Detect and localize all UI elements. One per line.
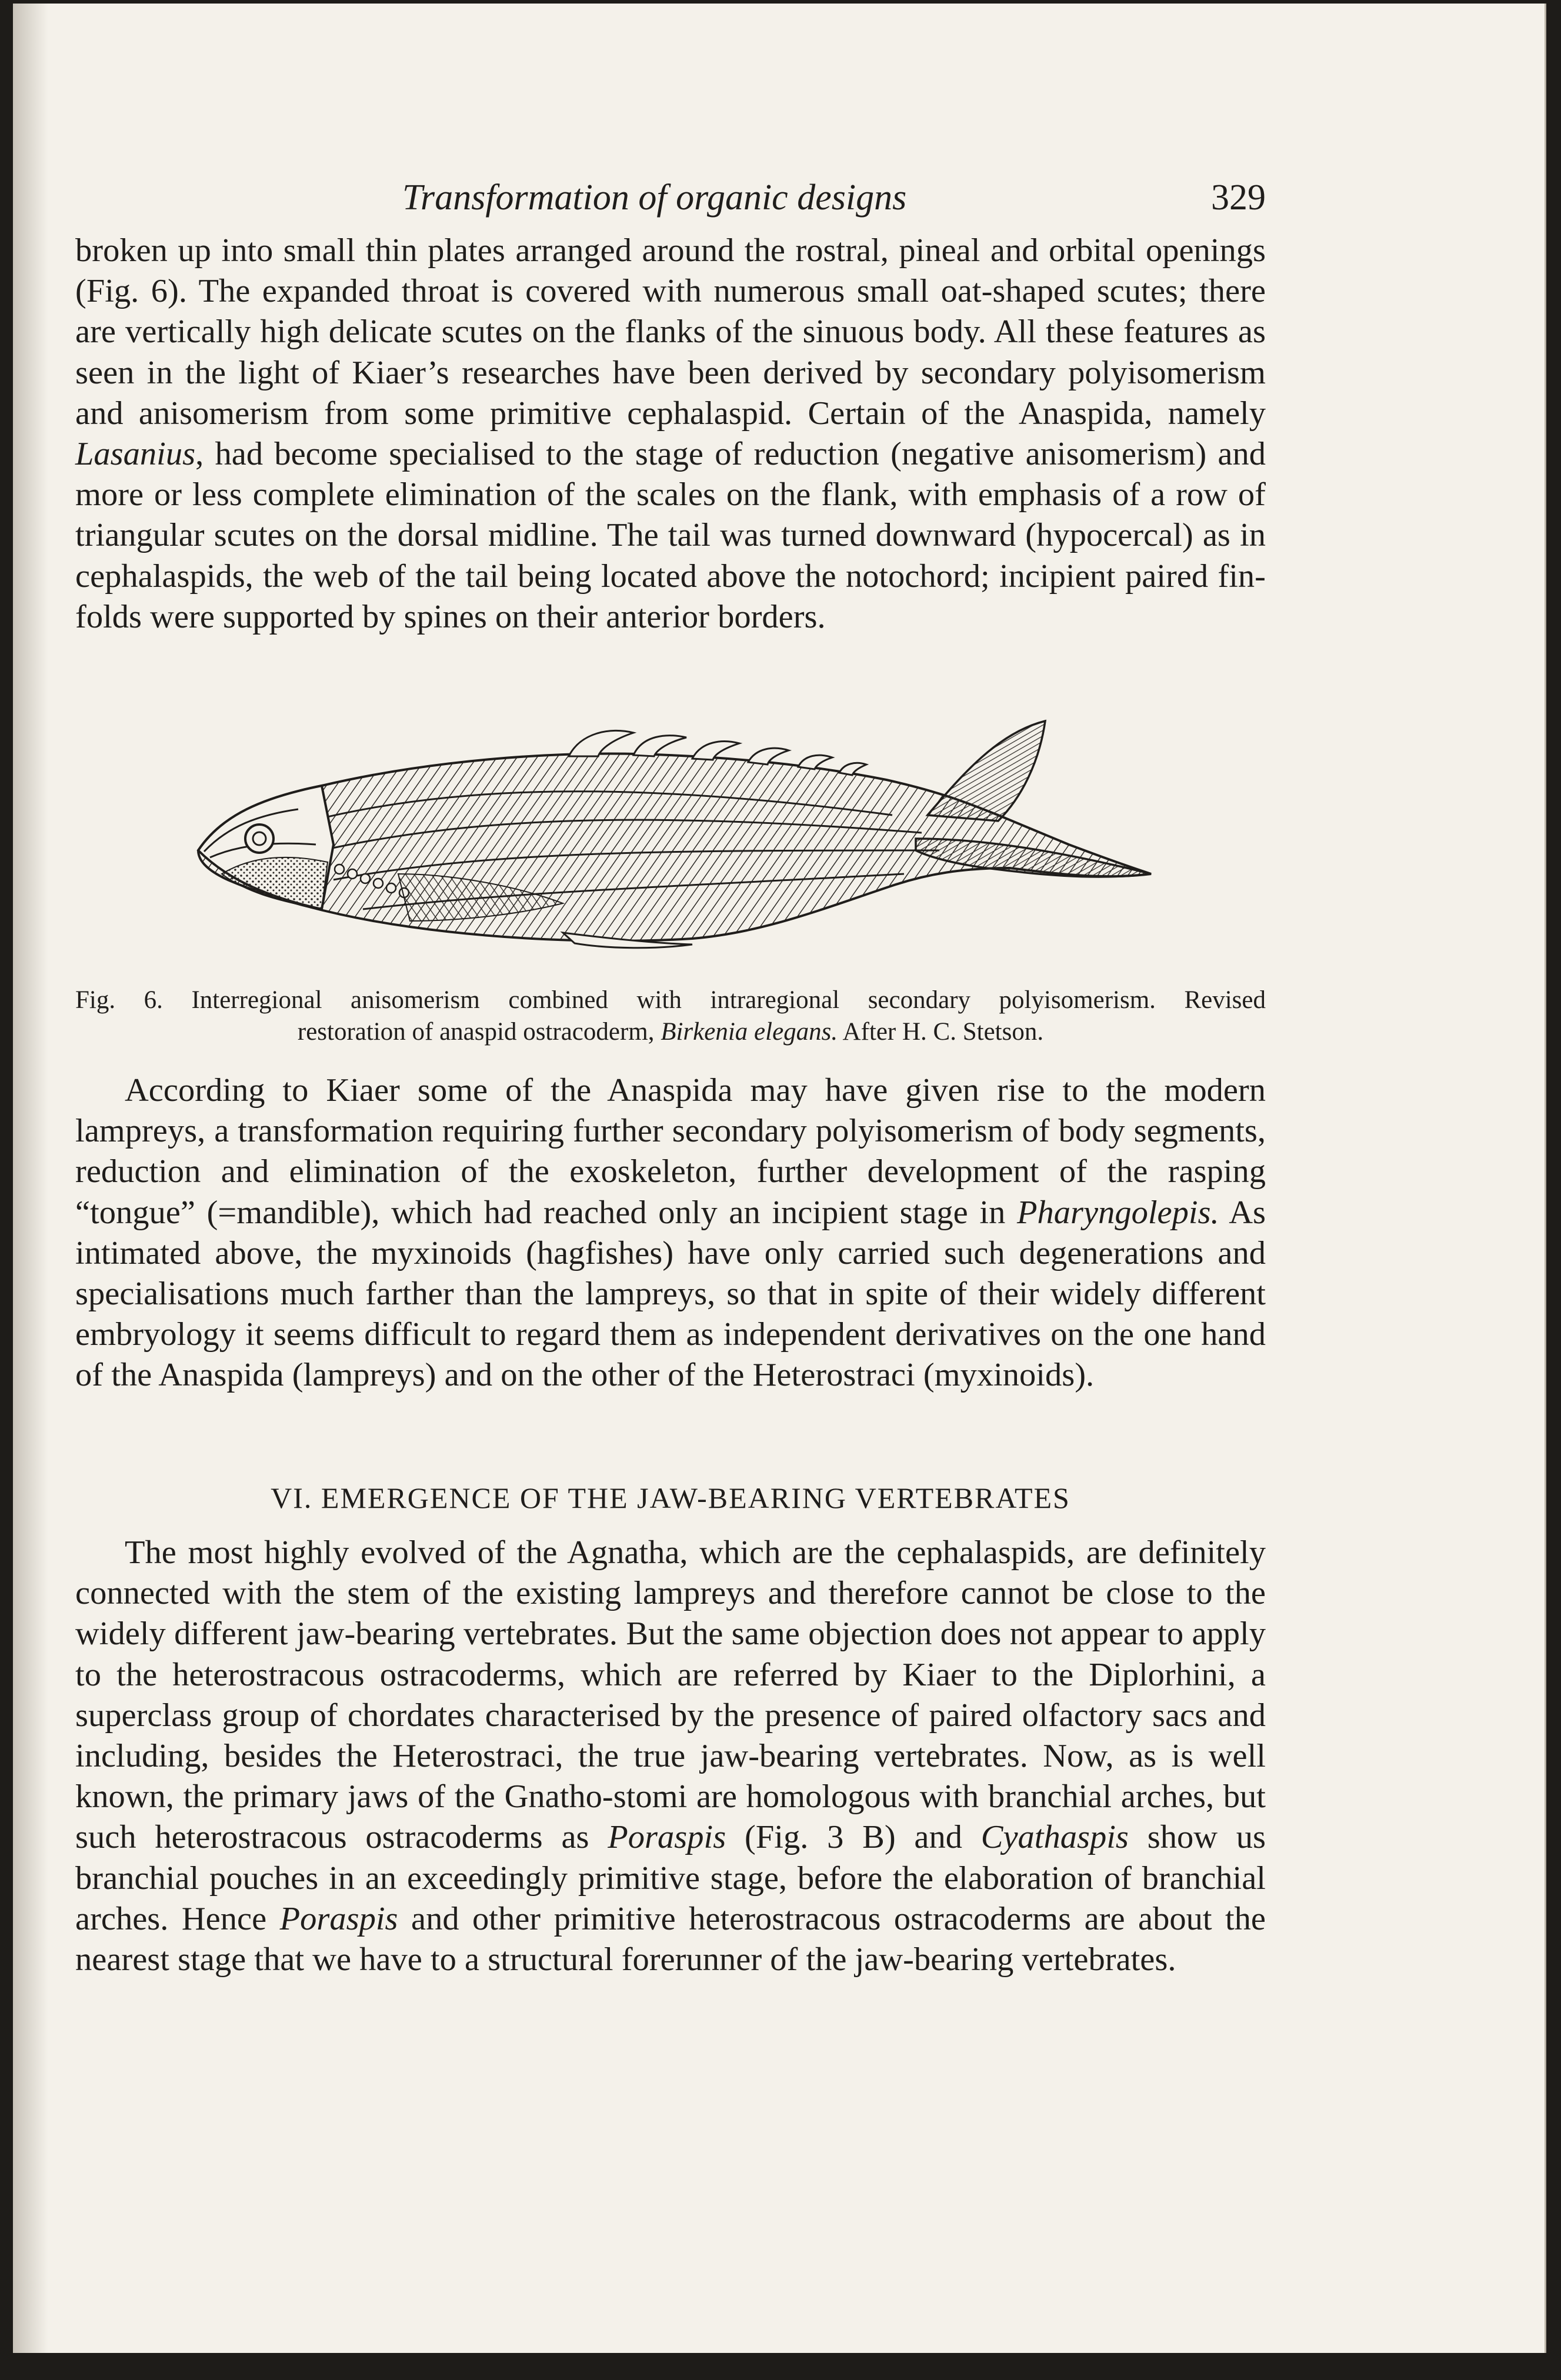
paragraph-3-italic-poraspis-2: Poraspis — [279, 1900, 398, 1937]
caption-text-a: restoration of anaspid ostracoderm, — [297, 1018, 661, 1046]
book-page — [13, 4, 1546, 2353]
paragraph-3-text-c: show us branchial pouches in an exceedingly primitive stage, before the elaboration of branchial arches. Hence — [75, 1819, 1266, 1937]
running-header — [75, 174, 1266, 221]
paragraph-2-text-b: As intimated above, the myxinoids (hagfishes) have only carried such degenerations and specialisations much farther than the lampreys, so that in spite of their widely different embryology it seems difficult to regard them as independent derivatives on the one hand of the Anaspida (lampreys) and on the other of the Heterostraci (myxinoids). — [75, 1194, 1266, 1394]
caption-text-b: After H. C. Stetson. — [838, 1018, 1044, 1046]
section-heading: VI. EMERGENCE OF THE JAW-BEARING VERTEBRATES — [271, 1481, 1070, 1514]
paragraph-3-text-b: (Fig. 3 B) and — [726, 1819, 981, 1856]
paragraph-3-text-d: and other primitive heterostracous ostracoderms are about the nearest stage that we have to a structural forerunner of the jaw-bearing vertebrates. — [75, 1900, 1266, 1978]
paragraph-1-text-a: broken up into small thin plates arranged around the rostral, pineal and orbital openings (Fig. 6). The expanded throat is covered with numerous small oat-shaped scutes; there are vertically high delicate scutes on the flanks of the sinuous body. All these features as seen in the light of Kiaer’s researches have been derived by secondary polyisomerism and anisomerism from some primitive cephalaspid. Certain of the Anaspida, namely — [75, 232, 1266, 432]
spine-shadow — [13, 4, 48, 2353]
paragraph-1 — [75, 231, 1266, 637]
caption-line-2 — [75, 1016, 1266, 1048]
paragraph-3-italic-poraspis: Poraspis — [608, 1819, 726, 1856]
caption-line-1: Fig. 6. Interregional anisomerism combined with intraregional secondary polyisomerism. Revised — [75, 986, 1266, 1014]
caption-species-name: Birkenia elegans. — [661, 1018, 838, 1046]
fig-6-birkenia-illustration — [186, 697, 1163, 980]
paragraph-2-italic-term: Pharyngolepis. — [1017, 1194, 1219, 1231]
paragraph-3-text-a: The most highly evolved of the Agnatha, which are the cephalaspids, are definitely connected with the stem of the existing lampreys and therefore cannot be close to the widely different jaw-bearing vertebrates. But the same objection does not appear to apply to the heterostracous ostracoderms, which are referred by Kiaer to the Diplorhini, a superclass group of chordates characterised by the presence of paired olfactory sacs and including, besides the Heterostraci, the true jaw-bearing vertebrates. Now, as is well known, the primary jaws of the Gnatho-stomi are homologous with branchial arches, but such heterostracous ostracoderms as — [75, 1534, 1266, 1856]
figure-caption — [75, 984, 1266, 1048]
fish-body — [198, 721, 1151, 948]
paragraph-1-text-b: , had become specialised to the stage of reduction (negative anisomerism) and more or less complete elimination of the scales on the flank, with emphasis of a row of triangular scutes on the dorsal midline. The tail was turned downward (hypocercal) as in cephalaspids, the web of the tail being located above the notochord; incipient paired fin-folds were supported by spines on their anterior borders. — [75, 436, 1266, 635]
paragraph-3-italic-cyathaspis: Cyathaspis — [980, 1819, 1129, 1856]
page-number: 329 — [1211, 178, 1266, 218]
paragraph-2-text-a: According to Kiaer some of the Anaspida may have given rise to the modern lampreys, a transformation requiring further secondary polyisomerism of body segments, reduction and elimination of the exoskeleton, further development of the rasping “tongue” (=mandible), which had reached only an incipient stage in — [75, 1072, 1266, 1231]
paragraph-2 — [75, 1070, 1266, 1396]
paragraph-3 — [75, 1533, 1266, 1980]
paragraph-1-italic-term: Lasanius — [75, 436, 196, 473]
running-title: Transformation of organic designs — [402, 178, 907, 218]
